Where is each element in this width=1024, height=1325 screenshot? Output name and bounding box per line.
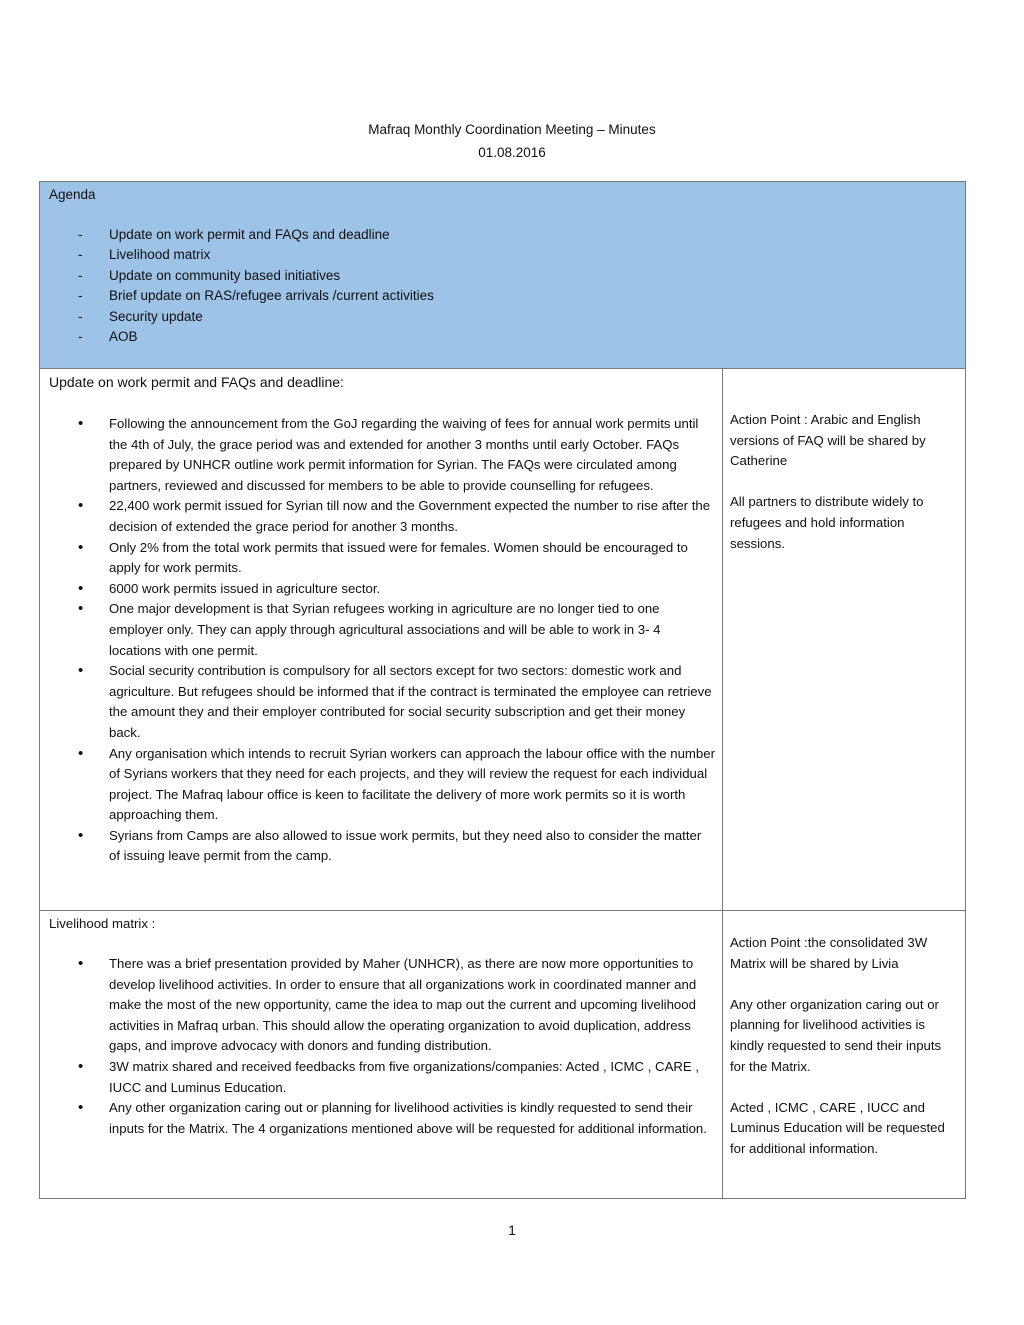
agenda-item: - AOB [40, 327, 434, 347]
page-number: 1 [508, 1222, 516, 1238]
livelihood-bullets [40, 954, 723, 1139]
bullet-item: • Syrians from Camps are also allowed to issue work permits, but they need also to consider the matter of issuing leave permit from the camp. [40, 826, 723, 867]
bullet-item: • Any organisation which intends to recruit Syrian workers can approach the labour office with the number of Syrians workers that they need for each projects, and they will review the request for each individual project. The Mafraq labour office is keen to facilitate the delivery of more work permits so it is worth approaching them. [40, 744, 723, 826]
action-point: Action Point : Arabic and English versions of FAQ will be shared by Catherine [730, 412, 926, 469]
agenda-section [40, 182, 965, 369]
bullet-item: • 3W matrix shared and received feedbacks from five organizations/companies: Acted , ICMC , CARE , IUCC and Luminus Education. [40, 1057, 723, 1098]
action-point: Any other organization caring out or planning for livelihood activities is kindly requested to send their inputs for the Matrix. [730, 996, 942, 1074]
bullet-item: • 6000 work permits issued in agriculture sector. [40, 579, 723, 600]
agenda-item: - Livelihood matrix [40, 245, 434, 265]
work-permit-action-points [723, 369, 965, 910]
bullet-item: • Only 2% from the total work permits that issued were for females. Women should be encouraged to apply for work permits. [40, 538, 723, 579]
agenda-item: - Brief update on RAS/refugee arrivals /current activities [40, 286, 434, 306]
agenda-item: - Update on community based initiatives [40, 266, 434, 286]
action-point: All partners to distribute widely to refugees and hold information sessions. [730, 494, 924, 551]
agenda-heading: Agenda [49, 187, 96, 202]
work-permit-row [40, 369, 965, 911]
bullet-item: • Social security contribution is compulsory for all sectors except for two sectors: domestic work and agriculture. But refugees should be informed that if the contract is terminated the employee can retrieve the amount they and their employer contributed for social security subscription and get their money back. [40, 661, 723, 743]
livelihood-action-points [723, 911, 965, 1198]
work-permit-bullets [40, 414, 723, 867]
minutes-table [39, 181, 966, 1199]
bullet-item: • 22,400 work permit issued for Syrian till now and the Government expected the number to rise after the decision of extended the grace period for another 3 months. [40, 496, 723, 537]
action-point: Action Point :the consolidated 3W Matrix will be shared by Livia [730, 935, 928, 971]
agenda-item: - Security update [40, 307, 434, 327]
section-heading: Update on work permit and FAQs and deadline: [49, 374, 344, 390]
livelihood-row [40, 911, 965, 1198]
livelihood-notes [40, 911, 723, 1198]
meeting-date: 01.08.2016 [478, 145, 546, 160]
bullet-item: • One major development is that Syrian refugees working in agriculture are no longer tied to one employer only. They can apply through agricultural associations and will be able to work in 3- 4 locations with one permit. [40, 599, 723, 661]
agenda-list [40, 225, 434, 347]
bullet-item: • Any other organization caring out or planning for livelihood activities is kindly requested to send their inputs for the Matrix. The 4 organizations mentioned above will be requested for additional information. [40, 1098, 723, 1139]
agenda-item: - Update on work permit and FAQs and deadline [40, 225, 434, 245]
work-permit-notes [40, 369, 723, 910]
document-title: Mafraq Monthly Coordination Meeting – Minutes [368, 122, 656, 137]
bullet-item: • There was a brief presentation provided by Maher (UNHCR), as there are now more opportunities to develop livelihood activities. In order to ensure that all organizations work in coordinated manner and make the most of the new opportunity, came the idea to map out the current and upcoming livelihood activities in Mafraq urban. This should allow the operating organization to avoid duplication, address gaps, and improve advocacy with donors and funding distribution. [40, 954, 723, 1057]
action-point: Acted , ICMC , CARE , IUCC and Luminus Education will be requested for additional information. [730, 1099, 945, 1156]
bullet-item: • Following the announcement from the GoJ regarding the waiving of fees for annual work permits until the 4th of July, the grace period was and extended for another 3 months until early October. FAQs prepared by UNHCR outline work permit information for Syrian. The FAQs were circulated among partners, reviewed and discussed for members to be able to provide counselling for refugees. [40, 414, 723, 496]
section-heading: Livelihood matrix : [49, 916, 156, 931]
